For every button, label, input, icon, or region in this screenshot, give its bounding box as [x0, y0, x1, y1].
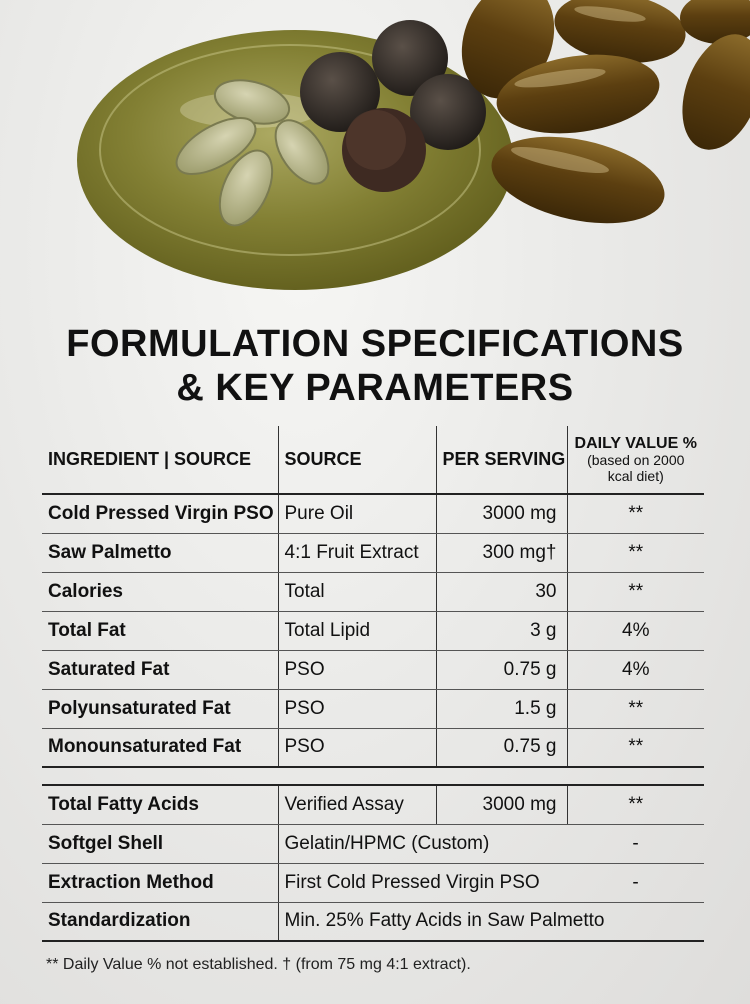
table-row: [42, 824, 704, 863]
cell-source: Total: [278, 572, 436, 611]
cell-ingredient: Monounsaturated Fat: [42, 728, 278, 767]
section-divider-cell: [42, 767, 704, 785]
table-row: [42, 572, 704, 611]
header-daily-value: [567, 426, 704, 494]
table-row: [42, 728, 704, 767]
cell-source: Pure Oil: [278, 494, 436, 533]
cell-detail: Gelatin/HPMC (Custom): [278, 824, 567, 863]
cell-source: 4:1 Fruit Extract: [278, 533, 436, 572]
cell-ingredient: Total Fatty Acids: [42, 785, 278, 824]
product-hero-image: [0, 0, 750, 320]
table-row: [42, 611, 704, 650]
table-row: [42, 863, 704, 902]
table-row: [42, 650, 704, 689]
table-row: [42, 902, 704, 941]
cell-ingredient: Softgel Shell: [42, 824, 278, 863]
cell-daily-value: 4%: [567, 611, 704, 650]
cell-ingredient: Extraction Method: [42, 863, 278, 902]
cell-per-serving: 3 g: [436, 611, 567, 650]
cell-ingredient: Saw Palmetto: [42, 533, 278, 572]
table-row: [42, 533, 704, 572]
page-title: [0, 322, 750, 410]
cell-per-serving: 30: [436, 572, 567, 611]
cell-per-serving: 300 mg†: [436, 533, 567, 572]
header-daily-value-label: DAILY VALUE %: [574, 435, 697, 452]
cell-ingredient: Calories: [42, 572, 278, 611]
cell-daily-value: **: [567, 728, 704, 767]
table-header-row: [42, 426, 704, 494]
cell-source: PSO: [278, 650, 436, 689]
cell-per-serving: 0.75 g: [436, 650, 567, 689]
title-line-1: FORMULATION SPECIFICATIONS: [66, 323, 684, 365]
cell-detail: Min. 25% Fatty Acids in Saw Palmetto: [278, 902, 704, 941]
cell-per-serving: 0.75 g: [436, 728, 567, 767]
cell-detail: First Cold Pressed Virgin PSO: [278, 863, 567, 902]
cell-ingredient: Saturated Fat: [42, 650, 278, 689]
cell-per-serving: 3000 mg: [436, 785, 567, 824]
cell-daily-value: -: [567, 824, 704, 863]
section-divider: [42, 767, 704, 785]
cell-daily-value: **: [567, 572, 704, 611]
cell-source: PSO: [278, 728, 436, 767]
footnote: ** Daily Value % not established. † (from 75 mg 4:1 extract).: [46, 956, 471, 973]
cell-source: Verified Assay: [278, 785, 436, 824]
formulation-specifications-table: [42, 426, 704, 942]
cell-source: PSO: [278, 689, 436, 728]
cell-daily-value: **: [567, 689, 704, 728]
cell-per-serving: 3000 mg: [436, 494, 567, 533]
table-row: [42, 785, 704, 824]
cell-ingredient: Standardization: [42, 902, 278, 941]
cell-daily-value: **: [567, 785, 704, 824]
table-row: [42, 689, 704, 728]
cell-daily-value: -: [567, 863, 704, 902]
title-line-2: & KEY PARAMETERS: [176, 367, 574, 409]
cell-ingredient: Total Fat: [42, 611, 278, 650]
cell-daily-value: **: [567, 494, 704, 533]
oil-seeds-capsules-illustration: [0, 0, 750, 320]
cell-ingredient: Cold Pressed Virgin PSO: [42, 494, 278, 533]
header-daily-value-note: (based on 2000 kcal diet): [587, 452, 685, 484]
cell-source: Total Lipid: [278, 611, 436, 650]
header-ingredient: INGREDIENT | SOURCE: [42, 426, 278, 494]
header-per-serving: PER SERVING: [436, 426, 567, 494]
cell-daily-value: 4%: [567, 650, 704, 689]
cell-daily-value: **: [567, 533, 704, 572]
header-source: SOURCE: [278, 426, 436, 494]
table-row: [42, 494, 704, 533]
cell-per-serving: 1.5 g: [436, 689, 567, 728]
cell-ingredient: Polyunsaturated Fat: [42, 689, 278, 728]
